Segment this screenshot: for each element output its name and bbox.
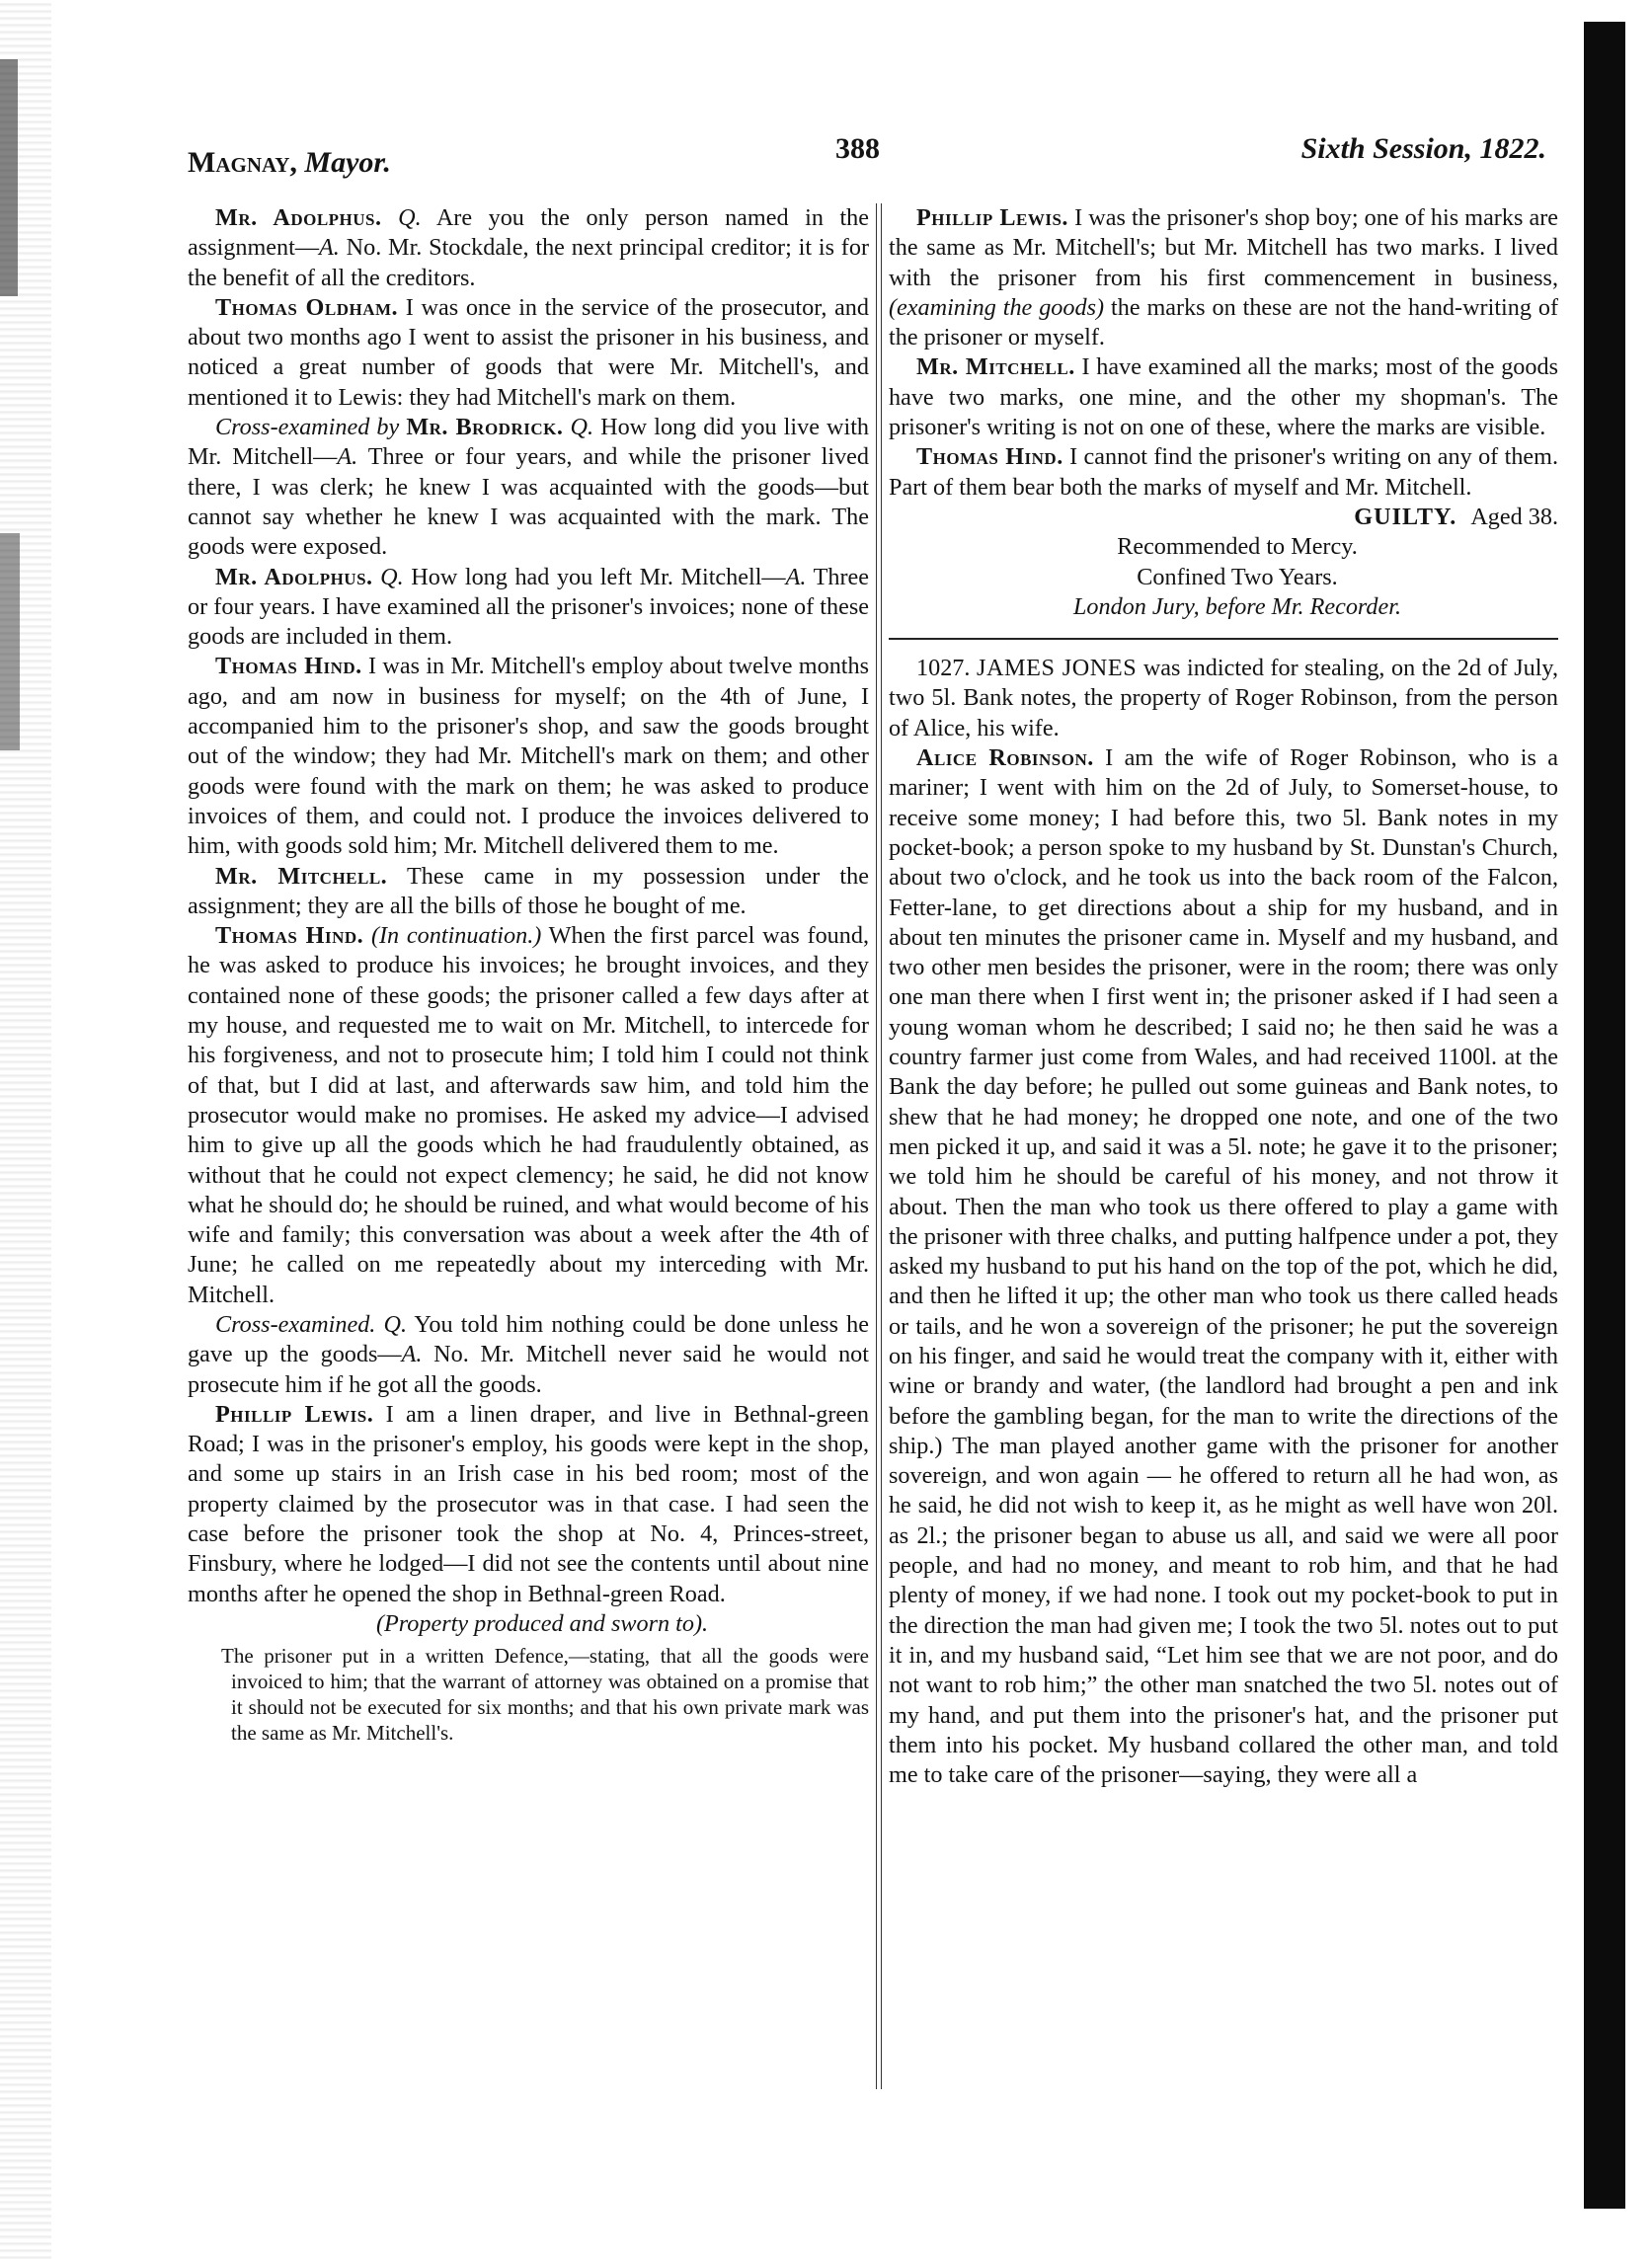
testimony-text: No. Mr. Mitchell never said he would not prosecute him if he got all the goods. [188,1341,869,1398]
sentence: Confined Two Years. [1137,563,1338,590]
answer-marker: A. [319,234,340,262]
mayor-heading [188,146,391,180]
testimony-cross-brodrick [188,413,869,562]
testimony-text: I am the wife of Roger Robinson, who is a mariner; I went with him on the 2d of July, to Somerset-house, to receive some money; I had before this, two 5l. Bank notes in my pocket-book; a person spoke to my husband by St. Dunstan's Church, about two o'clock, and he took us into the back room of the Falcon, Fetter-lane, to get directions about a ship for my husband, and in about ten minutes the prisoner came in. Myself and my husband, and two other men besides the prisoner, were in the room; there was only one man there when I first went in; the prisoner asked if I had seen a young woman whom he described; I said no; he then said he was a country farmer just come from Wales, and had received 1100l. at the Bank the day before; he pulled out some guineas and Bank notes, to shew that he had money; he dropped one note, and one of the two men picked it up, and said it was a 5l. note; he gave it to the prisoner; we told him he should be careful of his money, and not throw it about. Then the man who took us there offered to play a game with the prisoner with three chalks, and putting halfpence under a pot, they asked my husband to put his hand on the top of the pot, which he did, and then he lifted it up; the other man who took us there called heads or tails, and he won a sovereign of the prisoner; he put the sovereign on his finger, and said he would treat the company with it, either with wine or brandy and water, (the landlord had brought a pen and ink before the gambling began, for the man to write the directions of the ship.) The man played another game with the prisoner for another sovereign, and won again — he offered to return all he had won, as he said, he did not wish to keep it, as he might as well have won 20l. as 2l.; the prisoner began to abuse us all, and said we were all poor people, and had no money, and meant to rob him, and that he had plenty of money, if we had none. I took out my pocket-book to put in the direction the man had given me; I took the two 5l. notes out to put it in, and my husband said, “Let him see that we are not poor, and do not want to rob him;” the other man snatched the two 5l. notes out of my hand, and put them into the prisoner's hat, and the prisoner put them into his pocket. My husband collared the other man, and told me to take care of the prisoner—saying, they were all a [889,744,1558,1789]
defendant-name: JAMES JONES [976,655,1138,682]
question-marker: Q. [398,204,422,231]
answer-marker: A. [785,563,807,590]
testimony-lewis-1 [188,1400,869,1609]
testimony-mitchell-1 [188,862,869,922]
aside-note: (examining the goods) [889,293,1105,321]
verdict-line [889,503,1558,532]
speaker: Thomas Hind. [215,653,362,680]
session-title: Sixth Session, 1822. [1300,132,1546,165]
testimony-text: I have examined all the marks; most of the goods have two marks, one mine, and the other my shopman's. The prisoner's writing is not on one of these, where the marks are visible. [889,353,1558,441]
testimony-hind-1 [188,652,869,861]
testimony-text: You told him nothing could be done unless he gave up the goods— [188,1310,870,1368]
jury-note: London Jury, before Mr. Recorder. [1072,592,1402,620]
question-marker: Q. [380,563,404,590]
testimony-text: I was once in the service of the prosecutor, and about two months ago I went to assist the prisoner in his business, and noticed a great number of goods that were Mr. Mitchell's, and mentioned it to Lewis: they had Mitchell's mark on them. [188,293,869,411]
mayor-name: Magnay, [188,146,297,179]
speaker: Mr. Brodrick. [406,414,564,441]
indictment-text: was indicted for stealing, on the 2d of July, two 5l. Bank notes, the property of Roger Robinson, from the person of Alice, his wife. [889,655,1559,741]
testimony-text: Three or four years, and while the prisoner lived there, I was clerk; he knew I was acquainted with the goods—but cannot say whether he knew I was acquainted with the mark. The goods were exposed. [188,443,869,561]
testimony-text: Are you the only person named in the assignment— [188,204,870,262]
right-column [889,203,1558,1790]
case-number: 1027. [916,655,971,682]
testimony-alice-robinson [889,743,1558,1790]
speaker: Mr. Adolphus. [215,563,373,590]
testimony-mitchell-2 [889,352,1558,442]
speaker: Phillip Lewis. [215,1400,374,1428]
question-marker: Q. [383,1310,408,1338]
continuation-label: (In continuation.) [370,922,542,950]
column-divider [876,203,882,2089]
testimony-text: When the first parcel was found, he was asked to produce his invoices; he brought invoices, and they contained none of these goods; the prisoner called a few days after at my house, and requested me to wait on Mr. Mitchell, to intercede for his forgiveness, and not to prosecute him; I told him I could not think of that, but I did at last, and afterwards saw him, and told him the prosecutor would make no promises. He asked my advice—I advised him to give up all the goods which he had fraudulently obtained, as without that he could not expect clemency; he said, he did not know what he should do; he should be ruined, and what would become of his wife and family; this conversation was about a week after the 4th of June; he called on me repeatedly about my interceding with Mr. Mitchell. [188,922,869,1308]
testimony-text: I cannot find the prisoner's writing on any of them. Part of them bear both the marks of myself and Mr. Mitchell. [889,443,1559,501]
property-produced-note: (Property produced and sworn to). [375,1609,709,1637]
mayor-title: Mayor. [304,146,391,179]
prisoner-age: Aged 38. [1470,503,1558,530]
testimony-text: These came in my possession under the assignment; they are all the bills of those he bought of me. [188,862,869,919]
recommendation: Recommended to Mercy. [1117,533,1358,561]
testimony-oldham [188,293,869,413]
cross-examined-label: Cross-examined by [215,414,400,441]
answer-marker: A. [401,1341,423,1368]
testimony-text: How long did you live with Mr. Mitchell— [188,414,870,471]
speaker: Thomas Oldham. [215,293,399,321]
scan-artifact-middle [0,533,20,750]
testimony-lewis-2 [889,203,1558,352]
left-column [188,203,869,1746]
defence-text: The prisoner put in a written Defence,—stating, that all the goods were invoiced to him; that the warrant of attorney was obtained on a promise that it should not be executed for six months; and that his own private mark was the same as Mr. Mitchell's. [221,1644,869,1746]
page-edge-bar [1584,22,1625,2209]
testimony-text: I was the prisoner's shop boy; one of his marks are the same as Mr. Mitchell's; but Mr. Mitchell has two marks. I lived with the prisoner from his first commencement in business, [889,204,1558,291]
testimony-hind-3 [889,442,1558,503]
question-marker: Q. [570,414,594,441]
testimony-cross-hind [188,1310,869,1400]
testimony-text: I am a linen draper, and live in Bethnal-green Road; I was in the prisoner's employ, his goods were kept in the shop, and some up stairs in an Irish case in his bed room; most of the property claimed by the prosecutor was in that case. I had seen the case before the prisoner took the shop at No. 4, Princes-street, Finsbury, where he lodged—I did not see the contents until about nine months after he opened the shop in Bethnal-green Road. [188,1400,870,1607]
testimony-text: How long had you left Mr. Mitchell— [411,563,786,590]
testimony-adolphus-2 [188,563,869,653]
speaker: Alice Robinson. [916,744,1094,772]
testimony-text: Three or four years. I have examined all the prisoner's invoices; none of these goods are included in them. [188,563,869,651]
speaker: Phillip Lewis. [916,204,1068,231]
case-separator-rule [889,638,1558,640]
written-defence [188,1643,869,1746]
page-header [188,132,1546,182]
testimony-adolphus-1 [188,203,869,293]
testimony-text: No. Mr. Stockdale, the next principal creditor; it is for the benefit of all the creditors. [188,234,869,291]
testimony-text: the marks on these are not the hand-writing of the prisoner or myself. [889,293,1559,351]
speaker: Mr. Mitchell. [916,353,1075,381]
case-indictment [889,654,1558,743]
speaker: Mr. Adolphus. [215,204,382,231]
testimony-text: I was in Mr. Mitchell's employ about twelve months ago, and am now in business for myself; on the 4th of June, I accompanied him to the prisoner's shop, and saw the goods brought out of the window; they had Mr. Mitchell's mark on them; and other goods were found with the mark on them; he was asked to produce invoices of them, and could not. I produce the invoices delivered to him, with goods sold him; Mr. Mitchell delivered them to me. [188,653,870,860]
speaker: Thomas Hind. [916,443,1063,471]
verdict: GUILTY. [1354,503,1457,530]
answer-marker: A. [337,443,358,471]
page-number: 388 [835,132,880,165]
speaker: Mr. Mitchell. [215,862,388,890]
speaker: Thomas Hind. [215,922,364,950]
cross-examined-label: Cross-examined. [215,1310,376,1338]
scan-margin [0,0,51,2259]
testimony-hind-2 [188,921,869,1310]
scan-artifact-top [0,59,18,296]
